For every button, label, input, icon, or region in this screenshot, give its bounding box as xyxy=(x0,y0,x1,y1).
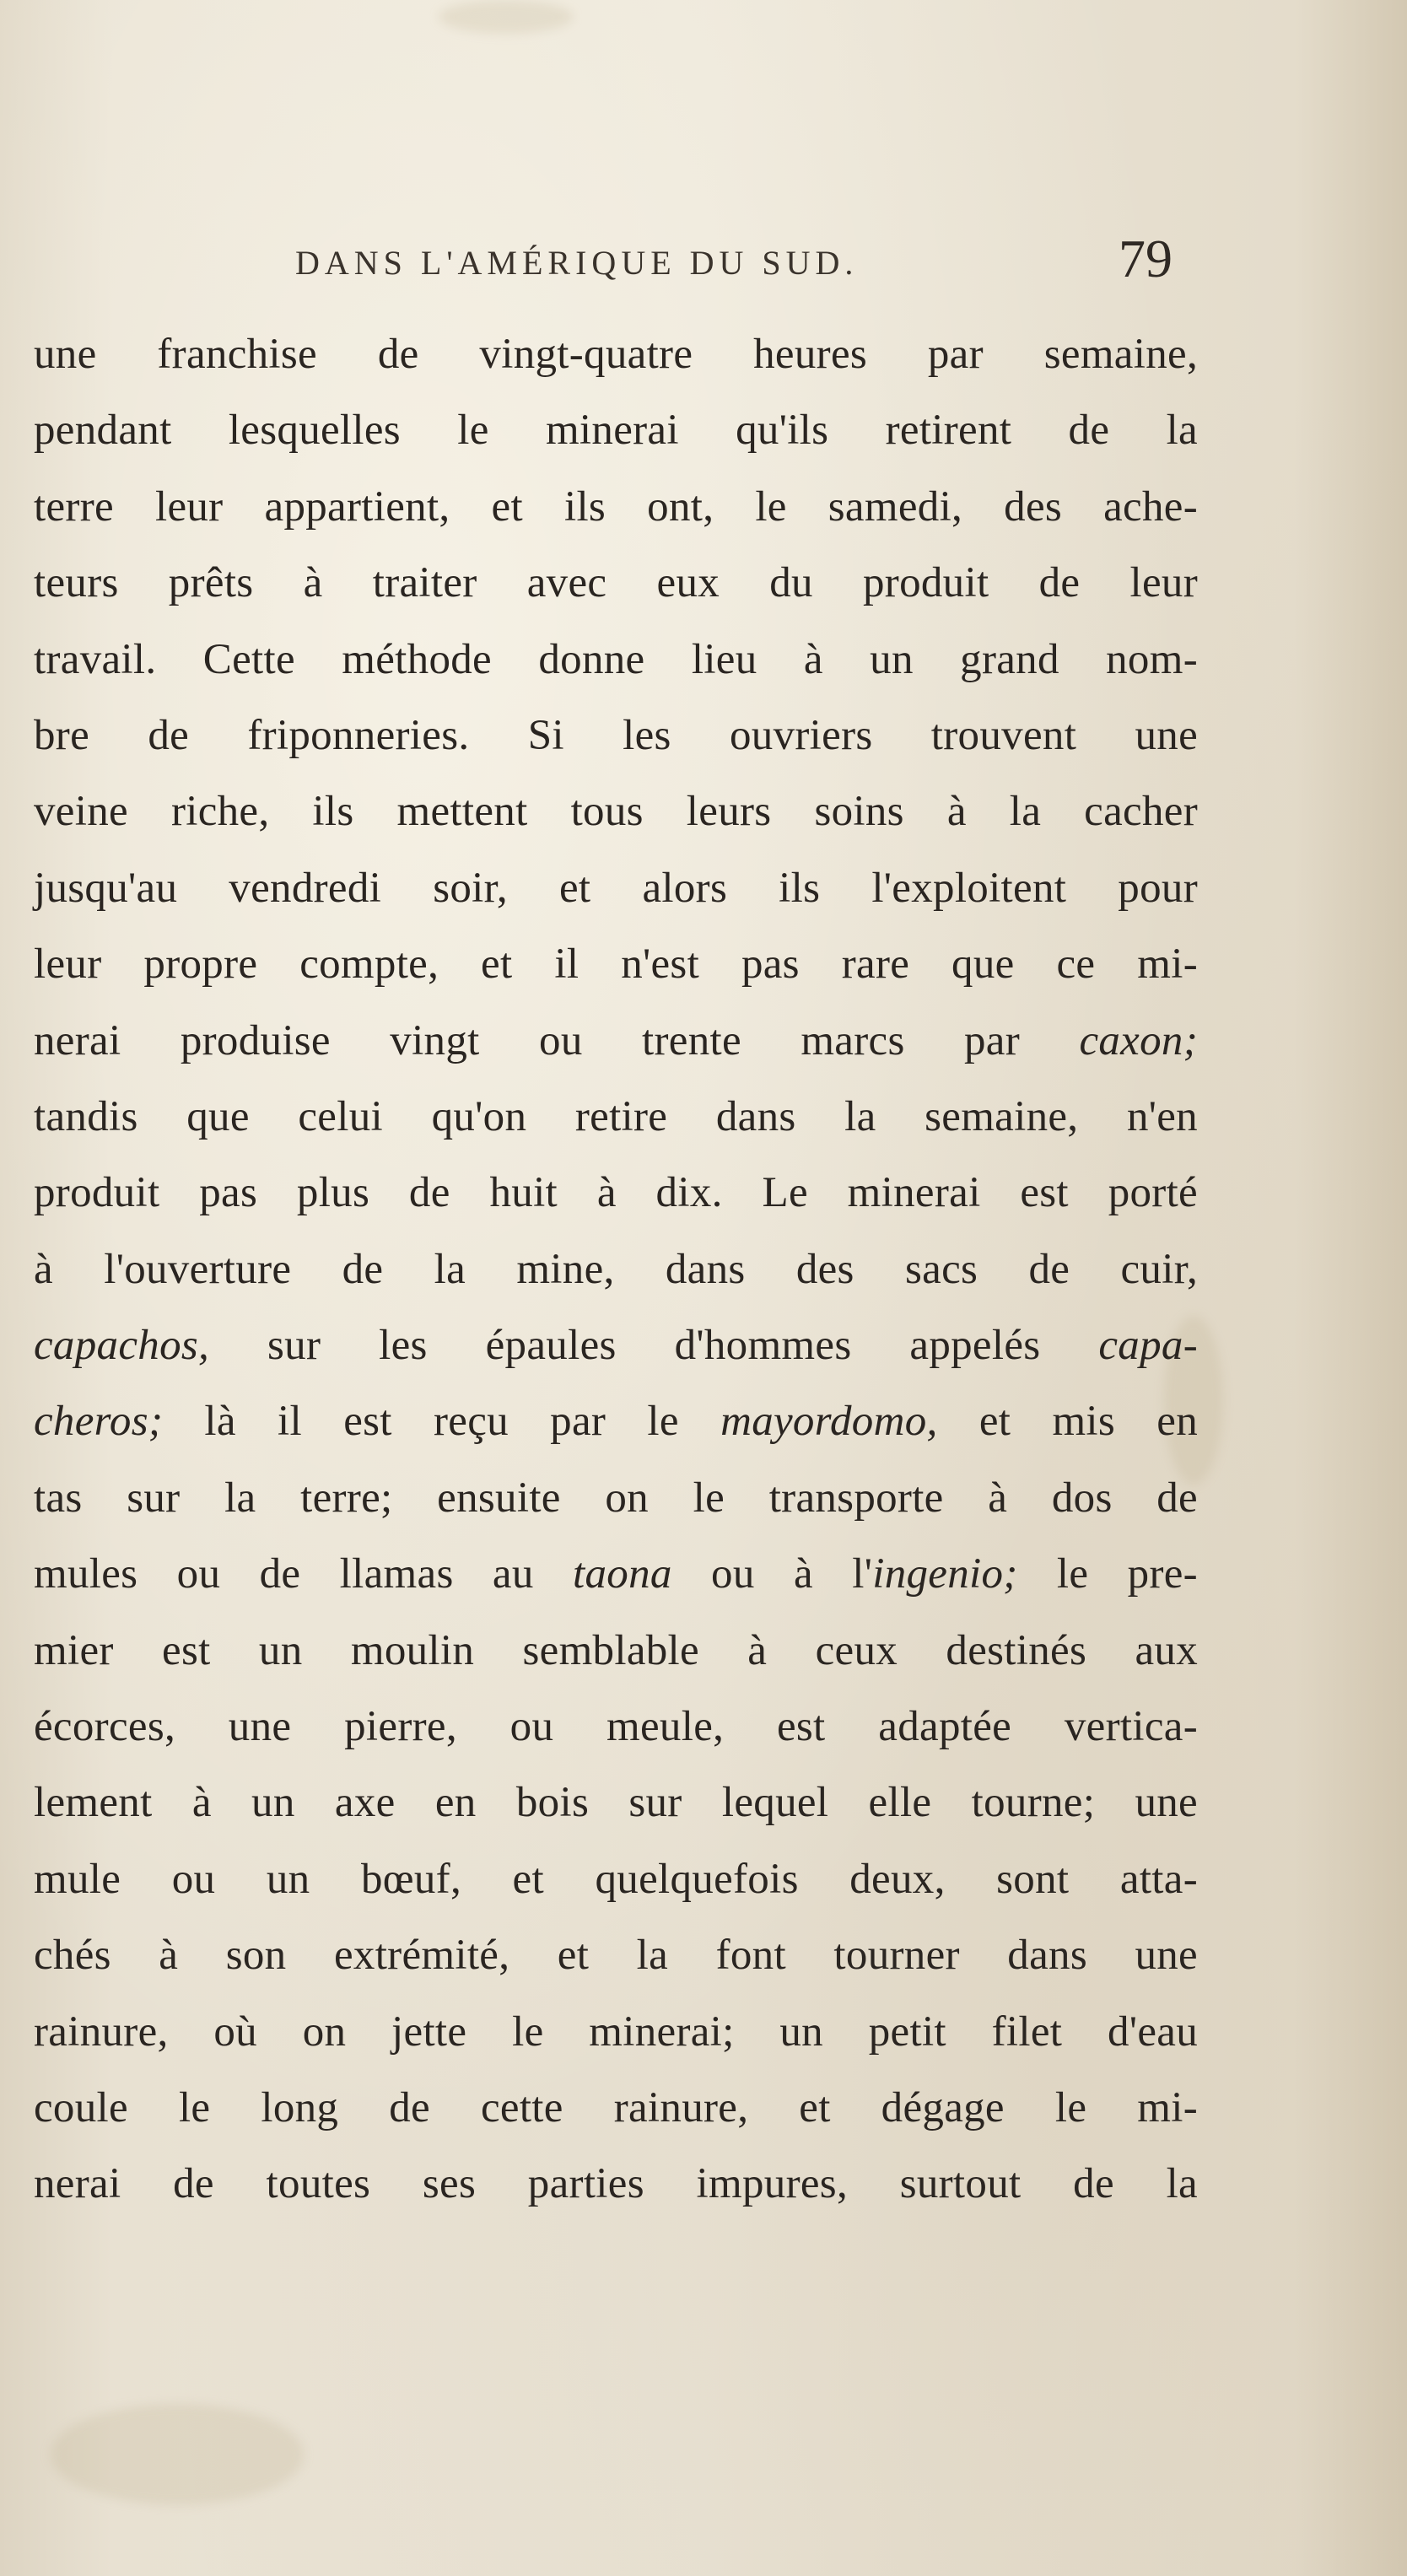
text-line: tas sur la terre; ensuite on le transporte à dos de xyxy=(34,1474,1198,1522)
text-line: une franchise de vingt-quatre heures par semaine, xyxy=(34,331,1198,378)
text-line: nerai de toutes ses parties impures, surtout de la xyxy=(34,2160,1198,2208)
text-line: produit pas plus de huit à dix. Le minerai est porté xyxy=(34,1169,1198,1217)
italic-term: cheros; xyxy=(34,1398,164,1446)
text-line: travail. Cette méthode donne lieu à un grand nom- xyxy=(34,635,1198,683)
italic-term: capachos, xyxy=(34,1322,210,1370)
text-line xyxy=(34,1003,1198,1079)
italic-term: taona xyxy=(573,1550,672,1598)
text-run: le pre- xyxy=(1056,1550,1198,1598)
text-run: nerai produise vingt ou trente marcs par xyxy=(34,1016,1021,1064)
text-line: terre leur appartient, et ils ont, le samedi, des ache- xyxy=(34,482,1198,531)
italic-term: capa- xyxy=(1098,1322,1198,1370)
text-run: sur les épaules d'hommes appelés xyxy=(267,1322,1041,1370)
text-line: écorces, une pierre, ou meule, est adaptée vertica- xyxy=(34,1703,1198,1751)
text-line: mier est un moulin semblable à ceux destinés aux xyxy=(34,1626,1198,1674)
running-head: DANS L'AMÉRIQUE DU SUD. xyxy=(295,244,859,282)
text-line: jusqu'au vendredi soir, et alors ils l'exploitent pour xyxy=(34,864,1198,912)
text-line: coule le long de cette rainure, et dégage le mi- xyxy=(34,2083,1198,2131)
page-number: 79 xyxy=(1119,229,1172,288)
text-line: leur propre compte, et il n'est pas rare que ce mi- xyxy=(34,940,1198,989)
text-line: teurs prêts à traiter avec eux du produit de leur xyxy=(34,559,1198,607)
text-line xyxy=(34,1383,1198,1459)
text-line: bre de friponneries. Si les ouvriers trouvent une xyxy=(34,711,1198,759)
text-line xyxy=(34,1536,1198,1612)
text-line: rainure, où on jette le minerai; un petit filet d'eau xyxy=(34,2007,1198,2056)
page-header xyxy=(295,228,1206,295)
text-line: pendant lesquelles le minerai qu'ils retirent de la xyxy=(34,407,1198,455)
text-run: mules ou de llamas au xyxy=(34,1550,534,1598)
paper-stain xyxy=(439,0,574,34)
text-line: tandis que celui qu'on retire dans la semaine, n'en xyxy=(34,1092,1198,1140)
body-text xyxy=(34,316,1198,2223)
italic-term: caxon; xyxy=(1079,1016,1198,1064)
text-line: veine riche, ils mettent tous leurs soins à la cacher xyxy=(34,788,1198,836)
italic-term: mayordomo, xyxy=(720,1398,938,1446)
text-run: et mis en xyxy=(978,1398,1198,1446)
text-line: à l'ouverture de la mine, dans des sacs de cuir, xyxy=(34,1245,1198,1293)
text-run: là il est reçu par le xyxy=(204,1398,679,1446)
text-line: chés à son extrémité, et la font tourner dans une xyxy=(34,1932,1198,1980)
text-line: lement à un axe en bois sur lequel elle tourne; une xyxy=(34,1779,1198,1827)
paper-stain xyxy=(51,2404,304,2505)
italic-term: ingenio; xyxy=(872,1550,1018,1598)
text-line xyxy=(34,1307,1198,1383)
text-line: mule ou un bœuf, et quelquefois deux, sont atta- xyxy=(34,1855,1198,1903)
text-run: ou à l' xyxy=(711,1550,873,1598)
